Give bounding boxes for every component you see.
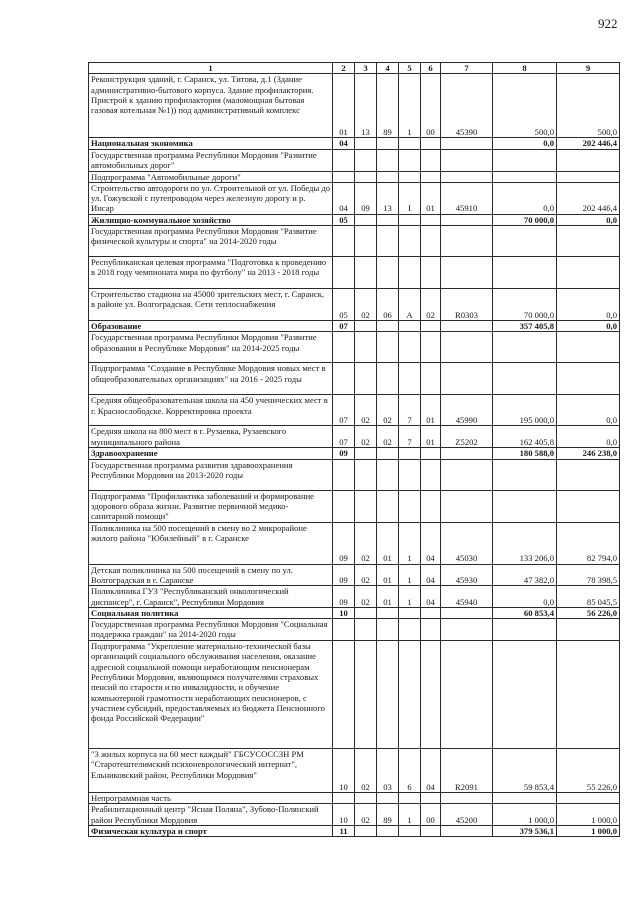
code-direction: 45930 [441,564,493,586]
item-name: "3 жилых корпуса на 60 мест каждый" ГБСУСОССЗН РМ "Старотештелимский психоневрологический интернат", Ельниковский район, Республики Мордовия" [89,749,333,793]
table-row [89,395,620,426]
item-name: Здравоохранение [89,448,333,459]
code-subprogram [399,448,421,459]
code-subsection [355,138,377,149]
item-name: Жилищно-коммунальное хозяйство [89,214,333,225]
item-name: Подпрограмма "Создание в Республике Мордовия новых мест в общеобразовательных организациях" на 2016 - 2025 годы [89,363,333,395]
item-name: Подпрограмма "Укрепление материально-технической базы организаций социального обслуживания населения, оказание адресной социальной помощи неработающим пенсионерам Республики Мордовия, являющимся получателями страховых пенсий по старости и по инвалидности, и обучение компьютерной грамотности неработающих пенсионеров, с участием субсидий, предоставляемых из бюджета Пенсионного фонда Российской Федерации" [89,641,333,749]
code-event [421,826,441,837]
header-cell: 7 [441,63,493,74]
table-row [89,522,620,564]
code-subsection [355,619,377,641]
item-name: Непрограммная часть [89,793,333,804]
amount-col8 [493,793,557,804]
amount-col8 [493,459,557,490]
table-row [89,289,620,321]
amount-col9: 56 226,0 [557,607,620,618]
amount-col8: 60 853,4 [493,607,557,618]
code-program: 01 [377,564,399,586]
code-subsection [355,321,377,332]
code-direction [441,321,493,332]
code-subprogram [399,619,421,641]
amount-col9: 85 045,5 [557,586,620,608]
code-subsection [355,607,377,618]
amount-col9: 202 446,4 [557,138,620,149]
code-subsection: 02 [355,586,377,608]
code-subsection [355,171,377,182]
item-name: Социальная политика [89,607,333,618]
header-cell: 8 [493,63,557,74]
code-program: 01 [377,586,399,608]
code-program [377,149,399,171]
code-section [333,490,355,522]
code-subsection [355,826,377,837]
item-name: Строительство стадиона на 45000 зрительских мест, г. Саранск, в районе ул. Волгоградская. Сети теплоснабжения [89,289,333,321]
item-name: Поликлиника на 500 посещений в смену во 2 микрорайоне жилого района "Юбилейный" в г. Саранске [89,522,333,564]
code-section: 09 [333,448,355,459]
code-direction [441,226,493,257]
amount-col8 [493,641,557,749]
amount-col8: 59 853,4 [493,749,557,793]
amount-col8 [493,490,557,522]
code-direction: 45390 [441,74,493,138]
code-section: 07 [333,321,355,332]
amount-col9: 82 794,0 [557,522,620,564]
code-section [333,641,355,749]
table-row [89,749,620,793]
code-subprogram [399,641,421,749]
code-event: 01 [421,182,441,214]
code-direction: 45990 [441,395,493,426]
table-row [89,74,620,138]
code-event [421,171,441,182]
code-subsection [355,149,377,171]
code-direction: R0303 [441,289,493,321]
code-subsection: 02 [355,749,377,793]
item-name: Национальная экономика [89,138,333,149]
amount-col9 [557,149,620,171]
table-row [89,149,620,171]
amount-col8 [493,149,557,171]
code-program: 89 [377,804,399,826]
code-program [377,226,399,257]
amount-col9 [557,257,620,289]
amount-col8: 47 382,0 [493,564,557,586]
section-row [89,321,620,332]
code-event [421,332,441,363]
code-section [333,149,355,171]
amount-col9 [557,619,620,641]
code-event: 04 [421,564,441,586]
amount-col8: 0,0 [493,586,557,608]
code-event [421,641,441,749]
item-name: Реабилитационный центр "Ясная Поляна", Зубово-Полянский район Республики Мордовия [89,804,333,826]
code-direction [441,826,493,837]
code-subsection [355,226,377,257]
table-row [89,641,620,749]
header-cell: 1 [89,63,333,74]
amount-col9: 0,0 [557,426,620,448]
section-row [89,138,620,149]
code-section: 07 [333,395,355,426]
code-section: 10 [333,607,355,618]
code-subprogram: I [399,182,421,214]
code-event: 00 [421,804,441,826]
code-subprogram: 1 [399,804,421,826]
amount-col8: 0,0 [493,182,557,214]
amount-col8 [493,226,557,257]
code-event: 02 [421,289,441,321]
table-row [89,564,620,586]
budget-table [88,62,620,837]
code-direction [441,257,493,289]
code-program [377,214,399,225]
item-name: Государственная программа Республики Мордовия "Социальная поддержка граждан" на 2014-2020 годы [89,619,333,641]
code-program: 01 [377,522,399,564]
amount-col9 [557,793,620,804]
amount-col9 [557,459,620,490]
item-name: Физическая культура и спорт [89,826,333,837]
section-row [89,214,620,225]
code-subprogram [399,363,421,395]
item-name: Государственная программа Республики Мордовия "Развитие физической культуры и спорта" на 2014-2020 годы [89,226,333,257]
code-subsection [355,448,377,459]
code-direction [441,641,493,749]
code-event [421,490,441,522]
amount-col9 [557,226,620,257]
code-section [333,619,355,641]
code-subsection: 02 [355,564,377,586]
code-section: 11 [333,826,355,837]
table-row [89,363,620,395]
code-direction [441,490,493,522]
code-direction: 45910 [441,182,493,214]
code-subprogram [399,332,421,363]
code-subprogram [399,214,421,225]
code-subprogram: 1 [399,522,421,564]
code-section: 10 [333,749,355,793]
code-subprogram [399,490,421,522]
code-direction: R2091 [441,749,493,793]
code-program [377,793,399,804]
code-section [333,793,355,804]
code-event [421,448,441,459]
code-event: 04 [421,749,441,793]
amount-col8: 357 405,8 [493,321,557,332]
code-event: 04 [421,522,441,564]
amount-col9: 78 398,5 [557,564,620,586]
code-direction [441,607,493,618]
code-direction [441,793,493,804]
amount-col9: 0,0 [557,321,620,332]
item-name: Реконструкция зданий, г. Саранск, ул. Титова, д.1 (Здание административно-бытового корпуса. Здание профилактория. Пристрой к зданию профилактория (маломощная бытовая газовая котельная №1)) под административный комплекс [89,74,333,138]
header-cell: 2 [333,63,355,74]
code-section [333,226,355,257]
amount-col9: 246 238,0 [557,448,620,459]
code-section: 09 [333,522,355,564]
code-program [377,332,399,363]
code-program [377,826,399,837]
table-row [89,426,620,448]
amount-col8: 133 206,0 [493,522,557,564]
table-row [89,619,620,641]
code-event: 01 [421,395,441,426]
table-row [89,226,620,257]
amount-col9: 1 000,0 [557,804,620,826]
code-program [377,448,399,459]
table-row [89,332,620,363]
amount-col8 [493,619,557,641]
amount-col9: 1 000,0 [557,826,620,837]
code-program [377,619,399,641]
code-event [421,321,441,332]
code-subsection: 13 [355,74,377,138]
amount-col9: 0,0 [557,214,620,225]
code-event [421,214,441,225]
item-name: Подпрограмма "Профилактика заболеваний и формирование здорового образа жизни. Развитие первичной медико-санитарной помощи" [89,490,333,522]
code-event [421,793,441,804]
amount-col8: 500,0 [493,74,557,138]
code-section [333,171,355,182]
code-section: 04 [333,182,355,214]
code-program: 03 [377,749,399,793]
code-section: 10 [333,804,355,826]
code-program: 06 [377,289,399,321]
code-section: 05 [333,289,355,321]
code-event [421,138,441,149]
code-subprogram [399,793,421,804]
code-direction [441,448,493,459]
amount-col9 [557,171,620,182]
amount-col9: 0,0 [557,289,620,321]
page-number: 922 [598,16,618,31]
code-event: 04 [421,586,441,608]
code-subsection: 02 [355,426,377,448]
item-name: Подпрограмма "Автомобильные дороги" [89,171,333,182]
table-row [89,171,620,182]
amount-col9: 55 226,0 [557,749,620,793]
table-row [89,586,620,608]
code-subprogram: 7 [399,426,421,448]
table-row [89,490,620,522]
code-event [421,459,441,490]
code-subprogram: 1 [399,586,421,608]
code-subsection [355,490,377,522]
code-subprogram: А [399,289,421,321]
table-row [89,793,620,804]
item-name: Детская поликлиника на 500 посещений в смену по ул. Волгоградская в г. Саранске [89,564,333,586]
code-subprogram [399,149,421,171]
code-subsection [355,257,377,289]
code-subsection [355,214,377,225]
code-event [421,363,441,395]
code-program [377,321,399,332]
amount-col8: 379 536,1 [493,826,557,837]
code-section: 01 [333,74,355,138]
code-section: 07 [333,426,355,448]
amount-col8 [493,257,557,289]
table-row [89,804,620,826]
code-subprogram [399,257,421,289]
amount-col9: 0,0 [557,395,620,426]
code-program [377,459,399,490]
code-direction [441,214,493,225]
code-subprogram [399,459,421,490]
code-program [377,257,399,289]
code-subprogram [399,321,421,332]
code-event: 00 [421,74,441,138]
code-subsection: 02 [355,395,377,426]
section-row [89,448,620,459]
code-subsection: 09 [355,182,377,214]
code-direction [441,138,493,149]
code-event [421,257,441,289]
section-row [89,826,620,837]
code-event [421,226,441,257]
code-subprogram: 1 [399,564,421,586]
code-section: 09 [333,586,355,608]
table-row [89,257,620,289]
table-row [89,459,620,490]
code-subsection [355,363,377,395]
code-section [333,332,355,363]
code-program [377,490,399,522]
code-event: 01 [421,426,441,448]
code-subprogram [399,138,421,149]
code-direction [441,363,493,395]
code-program: 02 [377,395,399,426]
item-name: Государственная программа развития здравоохранения Республики Мордовия на 2013-2020 годы [89,459,333,490]
amount-col9: 202 446,4 [557,182,620,214]
amount-col8: 70 000,0 [493,289,557,321]
item-name: Образование [89,321,333,332]
code-event [421,619,441,641]
code-direction: 45200 [441,804,493,826]
item-name: Строительство автодороги по ул. Строительной от ул. Победы до ул. Гожувской с путепроводом через железную дорогу и р. Инсар [89,182,333,214]
code-section: 05 [333,214,355,225]
code-subprogram [399,226,421,257]
code-program [377,607,399,618]
code-program [377,171,399,182]
code-section [333,257,355,289]
item-name: Государственная программа Республики Мордовия "Развитие автомобильных дорог" [89,149,333,171]
code-subsection [355,641,377,749]
amount-col8: 180 588,0 [493,448,557,459]
code-subsection: 02 [355,289,377,321]
code-subprogram [399,607,421,618]
code-section: 09 [333,564,355,586]
amount-col8: 1 000,0 [493,804,557,826]
amount-col8: 0,0 [493,138,557,149]
section-row [89,607,620,618]
table-row [89,182,620,214]
item-name: Государственная программа Республики Мордовия "Развитие образования в Республике Мордовия" на 2014-2025 годы [89,332,333,363]
code-program: 89 [377,74,399,138]
code-direction [441,459,493,490]
amount-col8 [493,171,557,182]
amount-col9: 500,0 [557,74,620,138]
amount-col9 [557,363,620,395]
code-program [377,641,399,749]
code-subprogram: 1 [399,74,421,138]
header-row [89,63,620,74]
header-cell: 6 [421,63,441,74]
code-program [377,138,399,149]
code-direction [441,619,493,641]
amount-col9 [557,490,620,522]
code-section: 04 [333,138,355,149]
amount-col9 [557,641,620,749]
item-name: Республиканская целевая программа "Подготовка к проведению в 2018 году чемпионата мира по футболу" на 2013 - 2018 годы [89,257,333,289]
code-subsection [355,332,377,363]
item-name: Средняя общеобразовательная школа на 450 ученических мест в г. Краснослободске. Корректировка проекта [89,395,333,426]
item-name: Средняя школа на 800 мест в г. Рузаевка, Рузаевского муниципального района [89,426,333,448]
code-direction [441,149,493,171]
code-subsection: 02 [355,522,377,564]
code-subprogram: 7 [399,395,421,426]
amount-col8: 70 000,0 [493,214,557,225]
amount-col8 [493,332,557,363]
code-direction: Z5202 [441,426,493,448]
header-cell: 3 [355,63,377,74]
code-direction [441,332,493,363]
code-direction [441,171,493,182]
code-subsection: 02 [355,804,377,826]
amount-col8: 195 000,0 [493,395,557,426]
code-subprogram [399,826,421,837]
code-section [333,459,355,490]
header-cell: 5 [399,63,421,74]
amount-col8: 162 405,8 [493,426,557,448]
code-program: 02 [377,426,399,448]
code-program: 13 [377,182,399,214]
code-direction: 45030 [441,522,493,564]
code-subsection [355,459,377,490]
item-name: Поликлиника ГУЗ "Республиканский онкологический диспансер", г. Саранск", Республики Мордовия [89,586,333,608]
code-section [333,363,355,395]
code-program [377,363,399,395]
header-cell: 9 [557,63,620,74]
amount-col8 [493,363,557,395]
code-subsection [355,793,377,804]
amount-col9 [557,332,620,363]
code-event [421,149,441,171]
header-cell: 4 [377,63,399,74]
code-direction: 45940 [441,586,493,608]
code-subprogram [399,171,421,182]
code-subprogram: 6 [399,749,421,793]
code-event [421,607,441,618]
